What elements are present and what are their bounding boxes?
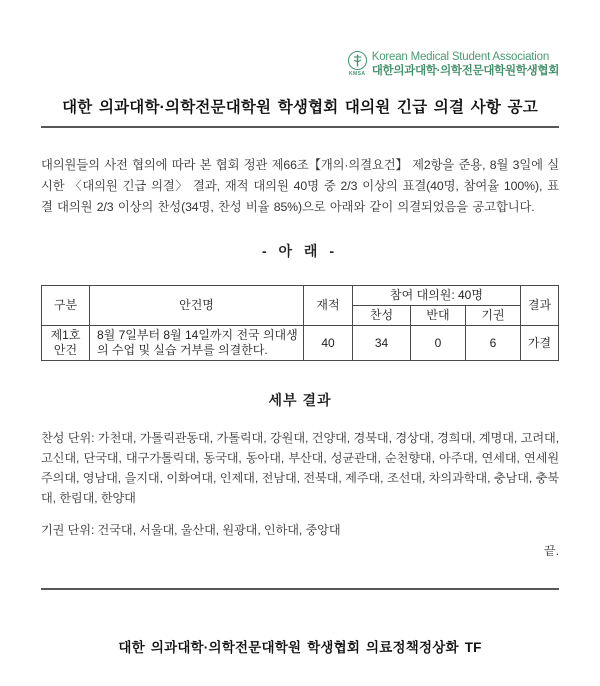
header-approve: 찬성 bbox=[353, 306, 411, 326]
table-row bbox=[42, 326, 559, 361]
footer-divider bbox=[41, 588, 559, 590]
header-oppose: 반대 bbox=[411, 306, 466, 326]
kmsa-logo bbox=[348, 50, 559, 78]
document-title: 대한 의과대학·의학전문대학원 학생협회 대의원 긴급 의결 사항 공고 bbox=[62, 99, 538, 116]
header-enrolled: 재적 bbox=[304, 286, 353, 326]
below-label: - 아 래 - bbox=[261, 243, 339, 259]
cell-category-line2: 안건 bbox=[53, 343, 78, 357]
kmsa-emblem bbox=[348, 50, 367, 77]
logo-text bbox=[372, 50, 559, 78]
table-header-row-1 bbox=[42, 286, 559, 306]
header-participants: 참여 대의원: 40명 bbox=[353, 286, 521, 306]
cell-category bbox=[42, 326, 90, 361]
cell-oppose: 0 bbox=[411, 326, 466, 361]
header-result: 결과 bbox=[521, 286, 559, 326]
kmsa-emblem-icon bbox=[348, 51, 367, 70]
kmsa-acronym: KMSA bbox=[349, 71, 366, 77]
vote-result-table bbox=[41, 285, 559, 361]
header-agenda: 안건명 bbox=[90, 286, 304, 326]
caduceus-icon bbox=[352, 54, 363, 67]
org-name-korean: 대한의과대학·의학전문대학원학생협회 bbox=[371, 65, 559, 77]
cell-abstain: 6 bbox=[466, 326, 521, 361]
title-divider bbox=[41, 126, 559, 128]
org-name-english: Korean Medical Student Association bbox=[371, 51, 550, 63]
footer-signature: 대한 의과대학·의학전문대학원 학생협회 의료정책정상화 TF bbox=[118, 640, 482, 655]
header-abstain: 기권 bbox=[466, 306, 521, 326]
abstain-units-paragraph: 기권 단위: 건국대, 서울대, 울산대, 원광대, 인하대, 중앙대 bbox=[41, 523, 341, 537]
logo-block bbox=[41, 50, 559, 78]
cell-agenda: 8월 7일부터 8월 14일까지 전국 의대생의 수업 및 실습 거부를 의결한다. bbox=[90, 326, 304, 361]
cell-approve: 34 bbox=[353, 326, 411, 361]
header-category: 구분 bbox=[42, 286, 90, 326]
cell-category-line1: 제1호 bbox=[50, 328, 81, 342]
cell-enrolled: 40 bbox=[304, 326, 353, 361]
detail-results-heading: 세부 결과 bbox=[268, 392, 332, 408]
approve-units-paragraph: 찬성 단위: 가천대, 가톨릭관동대, 가톨릭대, 강원대, 건양대, 경북대, 경상대, 경희대, 계명대, 고려대, 고신대, 단국대, 대구가톨릭대, 동국대, 동아대, 부산대, 성균관대, 순천향대, 아주대, 연세대, 연세원주의대, 영남대, 을지대, 이화여대, 인제대, 전남대, 전북대, 제주대, 조선대, 차의과학대, 충남대, 충북대, 한림대, 한양대 bbox=[41, 431, 559, 505]
cell-result: 가결 bbox=[521, 326, 559, 361]
end-mark: 끝. bbox=[543, 544, 559, 558]
body-paragraph: 대의원들의 사전 협의에 따라 본 협회 정관 제66조【개의·의결요건】 제2항을 준용, 8월 3일에 실시한 〈대의원 긴급 의결〉 결과, 재적 대의원 40명 중 2/3 이상의 표결(40명, 참여율 100%), 표결 대의원 2/3 이상의 찬성(34명, 찬성 비율 85%)으로 아래와 같이 의결되었음을 공고합니다. bbox=[41, 158, 559, 214]
